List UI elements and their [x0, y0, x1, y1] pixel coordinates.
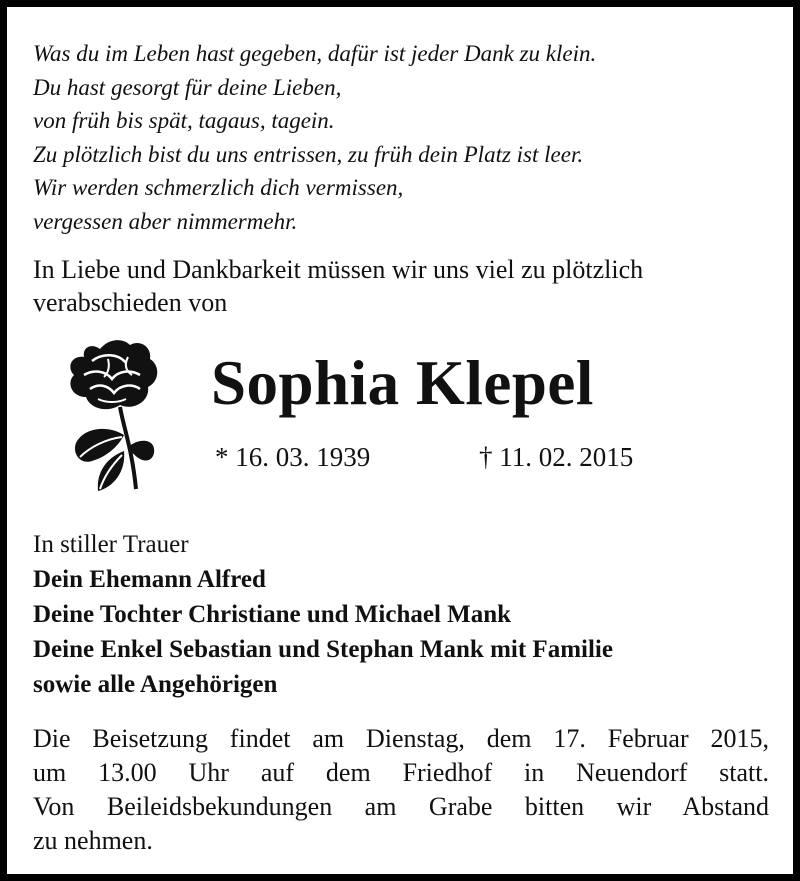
mourner-line: sowie alle Angehörigen: [33, 671, 278, 698]
funeral-line: Die Beisetzung findet am Dienstag, dem 17. Februar 2015,: [33, 724, 769, 753]
death-date: † 11. 02. 2015: [479, 442, 634, 472]
poem-line: von früh bis spät, tagaus, tagein.: [33, 108, 335, 133]
mourner-line: Deine Enkel Sebastian und Stephan Mank mit Familie: [33, 636, 613, 663]
funeral-notice: [33, 722, 769, 858]
poem-line: Wir werden schmerzlich dich vermissen,: [33, 175, 404, 200]
intro-line: verabschieden von: [33, 288, 228, 317]
poem-line: Was du im Leben hast gegeben, dafür ist jeder Dank zu klein.: [33, 41, 597, 66]
intro-line: In Liebe und Dankbarkeit müssen wir uns viel zu plötzlich: [33, 255, 644, 284]
poem-line: Du hast gesorgt für deine Lieben,: [33, 74, 342, 100]
intro-text: [33, 253, 643, 319]
memorial-poem: [33, 37, 596, 238]
mourner-line: Dein Ehemann Alfred: [33, 566, 266, 593]
birth-date: * 16. 03. 1939: [215, 442, 371, 472]
funeral-line: Von Beileidsbekundungen am Grabe bitten wir Abstand: [33, 792, 769, 821]
mourners-heading: In stiller Trauer: [33, 531, 189, 558]
funeral-line: zu nehmen.: [33, 826, 153, 855]
poem-line: vergessen aber nimmermehr.: [33, 208, 298, 234]
mourners-list: [33, 527, 613, 702]
funeral-line: um 13.00 Uhr auf dem Friedhof in Neuendorf statt.: [33, 758, 769, 787]
poem-line: Zu plötzlich bist du uns entrissen, zu früh dein Platz ist leer.: [33, 141, 584, 167]
mourner-line: Deine Tochter Christiane und Michael Mank: [33, 601, 512, 628]
obituary-notice: [7, 7, 793, 874]
rose-icon: [62, 339, 162, 497]
deceased-name: Sophia Klepel: [211, 348, 594, 418]
